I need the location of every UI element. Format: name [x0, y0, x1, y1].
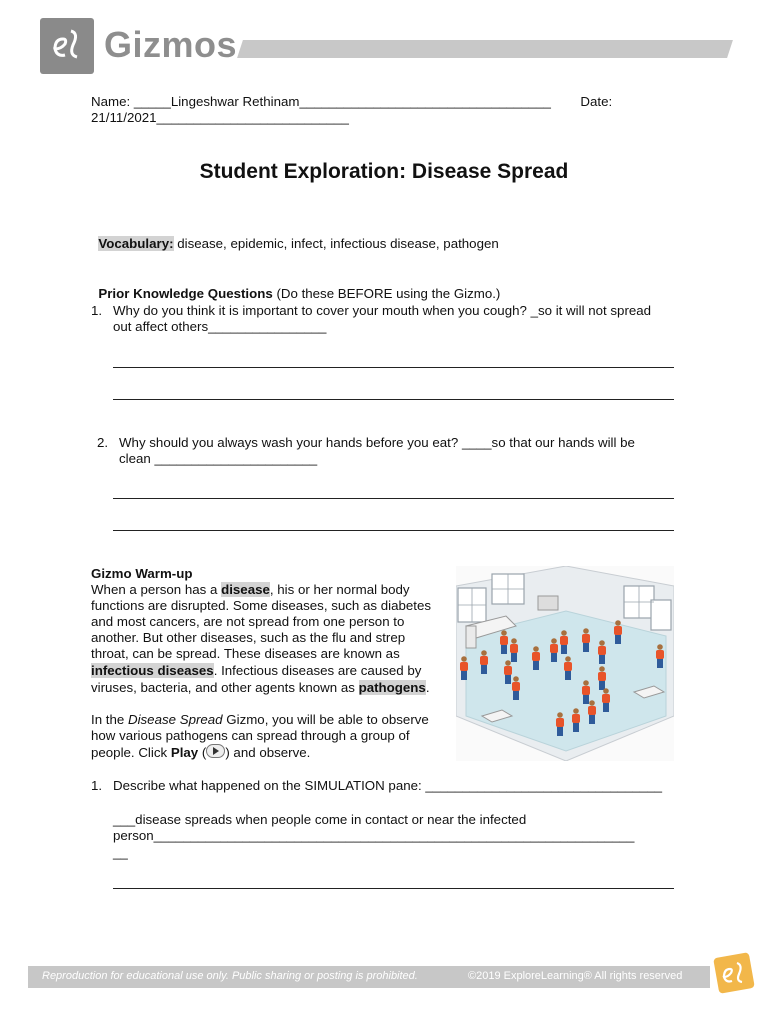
- q1-text-line1: Why do you think it is important to cover your mouth when you cough? _so it will not spread: [113, 303, 652, 318]
- footer-copyright: ©2019 ExploreLearning® All rights reserved: [468, 970, 683, 982]
- warmup-heading: Gizmo Warm-up: [91, 566, 193, 581]
- q1-text-line2: out affect others________________: [113, 319, 327, 334]
- answer-line: [113, 888, 674, 889]
- text: , his or her normal body: [269, 582, 410, 597]
- answer-line: [113, 367, 674, 368]
- warmup-p2-line2: how various pathogens can spread through a group of: [91, 728, 410, 743]
- prior-note: (Do these BEFORE using the Gizmo.): [272, 285, 501, 301]
- warmup-line6: [91, 663, 421, 680]
- text: .: [425, 680, 430, 695]
- footer-disclaimer: Reproduction for educational use only. Public sharing or posting is prohibited.: [42, 970, 418, 982]
- gizmo-name: Disease Spread: [127, 712, 223, 727]
- warmup-p2-line1: [91, 712, 429, 729]
- warmup-line1: [91, 582, 410, 599]
- text: (: [198, 745, 207, 760]
- simulation-image: [456, 566, 674, 761]
- warmup-line7: [91, 680, 430, 697]
- prior-heading-text: Prior Knowledge Questions: [98, 285, 273, 301]
- date-value-line: 21/11/2021__________________________: [91, 110, 349, 125]
- q1-number: 1.: [91, 303, 103, 318]
- warmup-line4: another. But other diseases, such as the flu and strep: [91, 630, 406, 645]
- q3-text: Describe what happened on the SIMULATION pane: ________________________________: [113, 778, 663, 793]
- text: viruses, bacteria, and other agents known as: [91, 680, 359, 695]
- brand-name: Gizmos: [104, 24, 238, 65]
- answer-line: [113, 530, 674, 531]
- text: When a person has a: [91, 582, 222, 597]
- warmup-line3: and most cancers, are not spread from one person to: [91, 614, 405, 629]
- text: Gizmo, you will be able to observe: [222, 712, 429, 727]
- q2-text-line1: Why should you always wash your hands before you eat? ____so that our hands will be: [119, 435, 635, 450]
- text: . Infectious diseases are caused by: [213, 663, 422, 678]
- q3-answer-line1: ___disease spreads when people come in contact or near the infected: [113, 812, 527, 827]
- explorelearning-logo-icon: [712, 951, 756, 995]
- play-label: Play: [170, 745, 199, 760]
- text: ) and observe.: [225, 745, 311, 760]
- text: In the: [91, 712, 128, 727]
- q3-answer-line2: person_________________________________________________________________: [113, 828, 635, 843]
- term-pathogens: pathogens: [358, 680, 426, 695]
- q3-number: 1.: [91, 778, 103, 793]
- gizmos-logo: [40, 18, 94, 74]
- q2-number: 2.: [97, 435, 109, 450]
- header-stripe: [237, 40, 733, 58]
- term-disease: disease: [221, 582, 270, 597]
- vocabulary-label: Vocabulary:: [98, 235, 174, 251]
- text: people. Click: [91, 745, 171, 760]
- warmup-line5: throat, can be spread. These diseases are known as: [91, 646, 400, 661]
- warmup-line2: functions are disrupted. Some diseases, such as diabetes: [91, 598, 432, 613]
- vocabulary-terms: disease, epidemic, infect, infectious disease, pathogen: [173, 235, 499, 251]
- answer-line: [113, 498, 674, 499]
- play-icon: [206, 744, 225, 758]
- prior-knowledge-heading: [91, 269, 500, 302]
- term-infectious-diseases: infectious diseases: [91, 663, 214, 678]
- answer-line: [113, 399, 674, 400]
- vocabulary-line: [91, 219, 499, 252]
- name-date-line: Name: _____Lingeshwar Rethinam__________________________________ Date:: [91, 94, 613, 109]
- el-logo-icon: [49, 29, 85, 63]
- page-title: Student Exploration: Disease Spread: [199, 160, 569, 183]
- warmup-p2-line3: [91, 744, 310, 762]
- q2-text-line2: clean ______________________: [119, 451, 318, 466]
- q3-answer-line3: __: [113, 845, 128, 860]
